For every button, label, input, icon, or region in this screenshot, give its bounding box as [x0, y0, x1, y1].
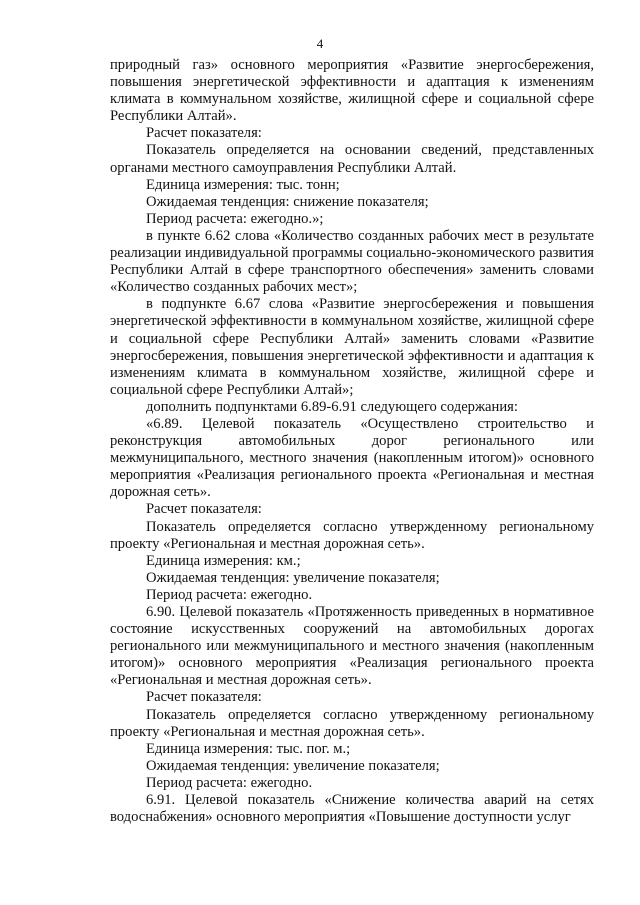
paragraph: Единица измерения: тыс. пог. м.; [146, 740, 351, 757]
paragraph: Показатель определяется согласно утвержденному региональному проекту «Региональная и местная дорожная сеть». [110, 518, 594, 552]
paragraph: Ожидаемая тенденция: увеличение показателя; [146, 569, 440, 586]
paragraph: природный газ» основного мероприятия «Развитие энергосбережения, повышения энергетической эффективности и адаптация к изменениям климата в коммунальном хозяйстве, жилищной сфере и социальной сфере Республики Алтай». [110, 57, 594, 125]
paragraph: Период расчета: ежегодно.»; [146, 210, 324, 227]
paragraph: Период расчета: ежегодно. [146, 774, 313, 791]
paragraph: Расчет показателя: [146, 125, 262, 142]
page-number: 4 [316, 36, 324, 51]
paragraph: Ожидаемая тенденция: снижение показателя; [146, 193, 429, 210]
paragraph: в пункте 6.62 слова «Количество созданных рабочих мест в результате реализации индивидуальной программы социально-экономического развития Республики Алтай в сфере транспортного обеспечения» заменить словами «Количество созданных рабочих мест»; [110, 227, 594, 296]
document-body [110, 57, 594, 826]
paragraph: Расчет показателя: [146, 501, 262, 518]
paragraph: Единица измерения: тыс. тонн; [146, 176, 340, 193]
paragraph: Расчет показателя: [146, 689, 262, 706]
paragraph: Ожидаемая тенденция: увеличение показателя; [146, 757, 440, 774]
paragraph: в подпункте 6.67 слова «Развитие энергосбережения и повышения энергетической эффективности в коммунальном хозяйстве, жилищной сфере и социальной сфере Республики Алтай» заменить словами «Развитие энергосбережения, повышения энергетической эффективности и адаптация к изменениям климата в коммунальном хозяйстве, жилищной сфере и социальной сфере Республики Алтай»; [110, 296, 594, 398]
paragraph: Показатель определяется на основании сведений, представленных органами местного самоуправления Республики Алтай. [110, 142, 594, 176]
paragraph: Единица измерения: км.; [146, 552, 301, 569]
paragraph: 6.91. Целевой показатель «Снижение количества аварий на сетях водоснабжения» основного мероприятия «Повышение доступности услуг [110, 792, 594, 826]
paragraph: Период расчета: ежегодно. [146, 586, 313, 603]
paragraph: Показатель определяется согласно утвержденному региональному проекту «Региональная и местная дорожная сеть». [110, 706, 594, 740]
paragraph: «6.89. Целевой показатель «Осуществлено строительство и реконструкция автомобильных дорог регионального или межмуниципального, местного значения (накопленным итогом)» основного мероприятия «Реализация регионального проекта «Региональная и местная дорожная сеть». [110, 415, 594, 501]
paragraph: 6.90. Целевой показатель «Протяженность приведенных в нормативное состояние искусственных сооружений на автомобильных дорогах регионального или межмуниципального и местного значения (накопленным итогом)» основного мероприятия «Реализация регионального проекта «Региональная и местная дорожная сеть». [110, 604, 594, 689]
paragraph: дополнить подпунктами 6.89-6.91 следующего содержания: [146, 398, 518, 415]
